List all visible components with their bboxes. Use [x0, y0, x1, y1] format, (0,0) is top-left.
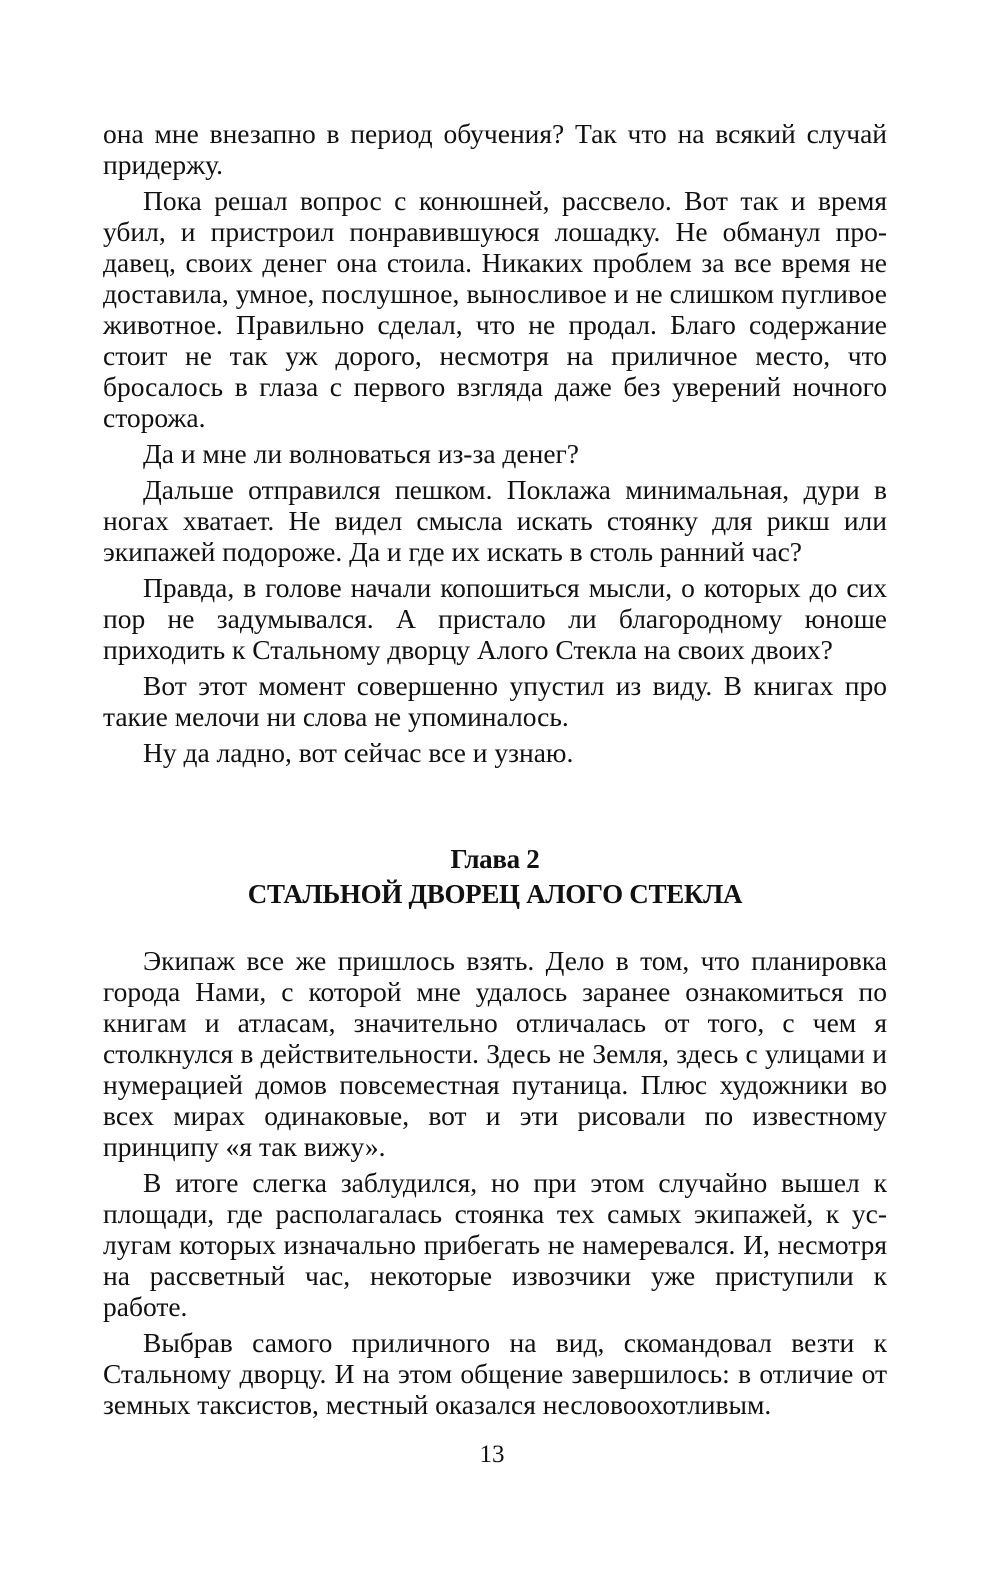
paragraph: Вот этот момент совершенно упустил из виду. В книгах про такие мелочи ни слова не упоминалось. — [103, 670, 887, 732]
page-number: 13 — [479, 1441, 505, 1468]
paragraph: Правда, в голове начали копошиться мысли, о которых до сих пор не задумывался. А пристало ли благородному юноше приходить к Стальному дворцу Алого Стекла на своих двоих? — [103, 572, 887, 665]
paragraph: Дальше отправился пешком. Поклажа минимальная, дури в ногах хватает. Не видел смысла искать стоянку для рикш или экипажей подороже. Да и где их искать в столь ранний час? — [103, 474, 887, 567]
paragraph: Да и мне ли волноваться из-за денег? — [143, 438, 580, 469]
chapter-number: Глава 2 — [450, 844, 540, 874]
book-page — [103, 118, 887, 1420]
paragraph: Экипаж все же пришлось взять. Дело в том, что планировка города Нами, с которой мне удалось заранее ознакомиться по книгам и атласам, значительно отличалась от того, с чем я столкнулся в действительности. Здесь не Земля, здесь с улицами и нумерацией домов повсеместная путаница. Плюс художники во всех мирах одинаковые, вот и эти рисовали по известному принципу «я так вижу». — [103, 945, 887, 1162]
text-section-before-chapter — [103, 118, 887, 768]
text-section-after-chapter — [103, 945, 887, 1420]
paragraph: Пока решал вопрос с конюшней, рассвело. Вот так и время убил, и пристроил понравившуюся лошадку. Не обманул продавец, своих денег она стоила. Никаких проблем за все время не доставила, умное, послушное, выносливое и не слишком пугливое животное. Правильно сделал, что не продал. Благо содержание стоит не так уж дорого, несмотря на приличное место, что бросалось в глаза с первого взгляда даже без уверений ночного сторожа. — [103, 185, 887, 433]
paragraph: Ну да ладно, вот сейчас все и узнаю. — [143, 737, 574, 768]
paragraph: В итоге слегка заблудился, но при этом случайно вышел к площади, где располагалась стоянка тех самых экипажей, к услугам которых изначально прибегать не намеревался. И, несмотря на рассветный час, некоторые извозчики уже приступили к работе. — [103, 1167, 887, 1322]
chapter-title: СТАЛЬНОЙ ДВОРЕЦ АЛОГО СТЕКЛА — [247, 879, 743, 909]
paragraph: Выбрав самого приличного на вид, скомандовал везти к Стальному дворцу. И на этом общение завершилось: в отличие от земных таксистов, местный оказался несловоохотливым. — [103, 1327, 887, 1420]
chapter-heading — [103, 842, 887, 912]
paragraph: она мне внезапно в период обучения? Так что на всякий случай придержу. — [103, 118, 887, 180]
